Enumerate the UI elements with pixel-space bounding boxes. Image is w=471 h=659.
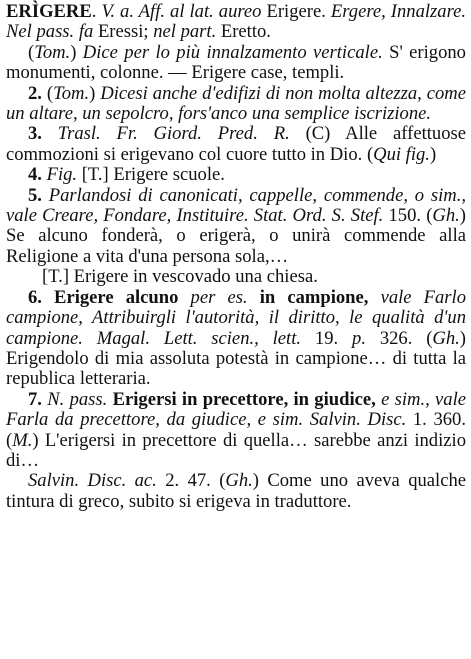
text-run: Gh. — [432, 327, 460, 349]
text-run: per es. — [190, 286, 248, 308]
text-run — [42, 123, 58, 144]
sense-7-example-translator — [6, 471, 466, 512]
text-run: 326. ( — [365, 327, 433, 349]
text-run: nel part. — [153, 21, 217, 43]
text-run: Dice per lo più innalzamento verticale. — [82, 41, 383, 63]
text-run: Trasl. Fr. Giord. Pred. R. — [57, 123, 290, 145]
text-run: ) — [89, 82, 101, 104]
text-run: V. a. Aff. al lat. aureo — [101, 1, 262, 22]
text-run: in campione, — [259, 286, 369, 308]
text-run: Fig. — [46, 164, 78, 186]
text-run: ) Se alcuno fonderà, o erigerà, o unirà commende alla Religione a vita d'una persona sola,… — [6, 205, 466, 267]
text-run: 5. — [28, 184, 42, 206]
sense-vertical-raising — [6, 43, 466, 84]
text-run: ) — [70, 41, 83, 63]
text-run: 3. — [28, 123, 42, 145]
text-run: ( — [28, 41, 35, 63]
text-run — [248, 287, 260, 308]
text-run: Qui fig. — [373, 143, 430, 165]
text-run: Dicesi anche d'edifizi di non molta altezza, come un altare, un sepolcro, fors'anco una semplice iscrizione. — [6, 82, 466, 125]
sense-2-buildings — [6, 84, 466, 125]
text-run: [T.] Erigere scuole. — [77, 164, 225, 186]
text-run: . — [91, 1, 102, 22]
text-run: Eressi; — [93, 21, 154, 43]
text-run: 6. Erigere alcuno — [28, 286, 179, 308]
sense-7-reflexive — [6, 390, 466, 472]
text-run: ) Erigendolo di mia assoluta potestà in campione… di tutta la republica letteraria. — [6, 327, 466, 390]
text-run: 2. 47. ( — [156, 470, 226, 492]
sense-4-schools — [6, 165, 466, 185]
text-run: 7. — [28, 388, 42, 410]
text-run: ) L'erigersi in precettore di quella… sarebbe anzi indizio di… — [6, 429, 466, 471]
text-run — [178, 287, 190, 308]
sense-5-example-bishopric — [6, 267, 466, 287]
text-run: Tom. — [34, 41, 71, 63]
sense-5-canonries — [6, 186, 466, 268]
text-run: Gh. — [225, 470, 253, 492]
text-run: ) Come uno aveva qualche tintura di greco, subito si erigeva in traduttore. — [6, 470, 467, 512]
text-run — [42, 185, 49, 206]
text-run: Erigersi in precettore, in giudice, — [112, 388, 376, 410]
text-run: Salvin. Disc. ac. — [28, 470, 157, 492]
text-run: Ergere, Innalzare. Nel pass. fa — [6, 1, 467, 43]
text-run: S' erigono monumenti, colonne. — Erigere case, templi. — [6, 41, 466, 84]
sense-6-champion — [6, 288, 466, 390]
text-run: 19. — [301, 327, 353, 349]
text-run: Eretto. — [216, 21, 271, 43]
text-run: ERÌGERE — [6, 1, 92, 22]
text-run: 2. — [28, 82, 42, 104]
text-run: N. pass. — [47, 388, 108, 410]
entry-headword-definition — [6, 2, 466, 43]
text-run: ( — [41, 82, 54, 104]
text-run: Erigere. — [261, 1, 331, 22]
text-run: [T.] Erigere in vescovado una chiesa. — [42, 266, 318, 288]
text-run: M. — [12, 429, 33, 451]
text-run: Tom. — [53, 82, 90, 104]
text-run: Parlandosi di canonicati, cappelle, commende, o sim., vale Creare, Fondare, Instituire. Stat. Ord. S. Stef. — [6, 184, 467, 227]
text-run: 4. — [28, 164, 42, 186]
text-run: 1. 360. ( — [6, 409, 466, 451]
sense-3-figurative — [6, 124, 466, 165]
text-run: ) — [429, 143, 437, 165]
text-run: (C) Alle affettuose commozioni si erigevano col cuore tutto in Dio. ( — [6, 123, 466, 165]
text-run: p. — [352, 327, 366, 349]
text-run: vale Farlo campione, Attribuirgli l'autorità, il diritto, le qualità d'un campione. Magal. Lett. scien., lett. — [6, 286, 466, 349]
text-run — [368, 287, 380, 308]
text-run: Gh. — [432, 205, 460, 227]
text-run: 150. ( — [383, 205, 433, 227]
text-run: e sim., vale Farla da precettore, da giudice, e sim. Salvin. Disc. — [6, 388, 466, 431]
